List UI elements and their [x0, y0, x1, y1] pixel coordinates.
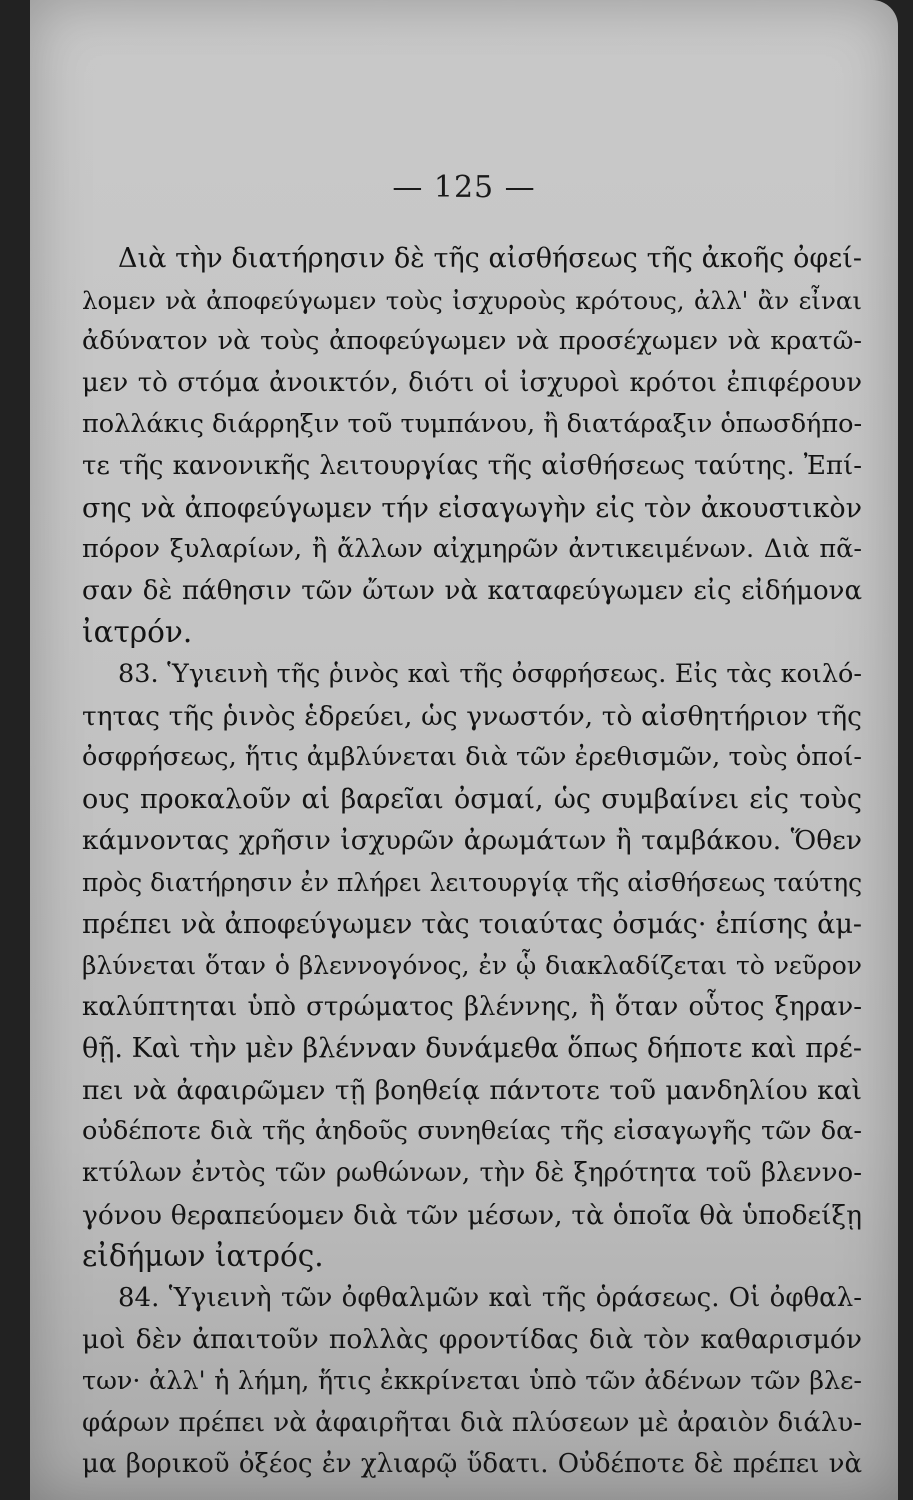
text-line: πόρον ξυλαρίων, ἢ ἄλλων αἰχμηρῶν ἀντικειμένων. Διὰ πᾶ- — [82, 534, 862, 565]
text-line: τε τῆς κανονικῆς λειτουργίας τῆς αἰσθήσεως ταύτης. Ἐπί- — [82, 450, 862, 481]
text-line: ἰατρόν. — [82, 615, 193, 650]
text-line: κάμνοντας χρῆσιν ἰσχυρῶν ἀρωμάτων ἢ ταμβάκου. Ὅθεν — [82, 825, 862, 857]
text-line: μεν τὸ στόμα ἀνοικτόν, διότι οἱ ἰσχυροὶ κρότοι ἐπιφέρουν — [82, 367, 862, 398]
text-line: φάρων πρέπει νὰ ἀφαιρῆται διὰ πλύσεων μὲ ἀραιὸν διάλυ- — [82, 1407, 862, 1438]
text-line: σης νὰ ἀποφεύγωμεν τήν εἰσαγωγὴν εἰς τὸν ἀκουστικὸν — [82, 492, 862, 524]
text-line: πολλάκις διάρρηξιν τοῦ τυμπάνου, ἢ διατάραξιν ὁπωσδήπο- — [82, 409, 863, 440]
text-line: γόνου θεραπεύομεν διὰ τῶν μέσων, τὰ ὁποῖα θὰ ὑποδείξῃ — [82, 1199, 862, 1231]
text-line: ἀδύνατον νὰ τοὺς ἀποφεύγωμεν νὰ προσέχωμεν νὰ κρατῶ- — [82, 326, 862, 357]
text-line: πει νὰ ἀφαιρῶμεν τῇ βοηθείᾳ πάντοτε τοῦ μανδηλίου καὶ — [82, 1074, 862, 1106]
text-line: Διὰ τὴν διατήρησιν δὲ τῆς αἰσθήσεως τῆς ἀκοῆς ὀφεί- — [118, 243, 862, 274]
text-line: θῇ. Καὶ τὴν μὲν βλένναν δυνάμεθα ὅπως δήποτε καὶ πρέ- — [82, 1033, 862, 1065]
body-text — [82, 238, 862, 1486]
text-line: μοὶ δὲν ἀπαιτοῦν πολλὰς φροντίδας διὰ τὸν καθαρισμόν — [82, 1324, 862, 1356]
text-line: καλύπτηται ὑπὸ στρώματος βλέννης, ἢ ὅταν οὗτος ξηραν- — [82, 991, 862, 1022]
text-line: ους προκαλοῦν αἱ βαρεῖαι ὀσμαί, ὡς συμβαίνει εἰς τοὺς — [82, 783, 862, 815]
text-line: σαν δὲ πάθησιν τῶν ὤτων νὰ καταφεύγωμεν εἰς εἰδήμονα — [82, 575, 862, 606]
text-line: κτύλων ἐντὸς τῶν ρωθώνων, τὴν δὲ ξηρότητα τοῦ βλεννο- — [82, 1158, 862, 1189]
text-line: των· ἀλλ' ἡ λήμη, ἥτις ἐκκρίνεται ὑπὸ τῶν ἀδένων τῶν βλε- — [82, 1366, 862, 1397]
section-heading-line: 84. Ὑγιεινὴ τῶν ὀφθαλμῶν καὶ τῆς ὁράσεως. Οἱ ὀφθαλ- — [118, 1282, 862, 1313]
text-line: εἰδήμων ἰατρός. — [82, 1239, 324, 1274]
text-line: ὀσφρήσεως, ἥτις ἀμβλύνεται διὰ τῶν ἐρεθισμῶν, τοὺς ὁποί- — [82, 742, 862, 773]
book-page — [30, 0, 898, 1500]
text-line: λομεν νὰ ἀποφεύγωμεν τοὺς ἰσχυροὺς κρότους, ἀλλ' ἂν εἶναι — [82, 285, 862, 315]
text-line: μα βορικοῦ ὀξέος ἐν χλιαρῷ ὕδατι. Οὐδέποτε δὲ πρέπει νὰ — [82, 1449, 862, 1480]
text-line: βλύνεται ὅταν ὁ βλεννογόνος, ἐν ᾧ διακλαδίζεται τὸ νεῦρον — [82, 951, 862, 981]
text-line: πρὸς διατήρησιν ἐν πλήρει λειτουργίᾳ τῆς αἰσθήσεως ταύτης — [82, 867, 863, 897]
text-line: πρέπει νὰ ἀποφεύγωμεν τὰς τοιαύτας ὀσμάς· ἐπίσης ἀμ- — [82, 908, 862, 940]
text-line: οὐδέποτε διὰ τῆς ἀηδοῦς συνηθείας τῆς εἰσαγωγῆς τῶν δα- — [82, 1116, 862, 1147]
text-line: τητας τῆς ῥινὸς ἑδρεύει, ὡς γνωστόν, τὸ αἰσθητήριον τῆς — [82, 700, 862, 732]
section-heading-line: 83. Ὑγιεινὴ τῆς ῥινὸς καὶ τῆς ὀσφρήσεως. Εἰς τὰς κοιλό- — [118, 658, 862, 689]
page-number: — 125 — — [392, 170, 536, 205]
